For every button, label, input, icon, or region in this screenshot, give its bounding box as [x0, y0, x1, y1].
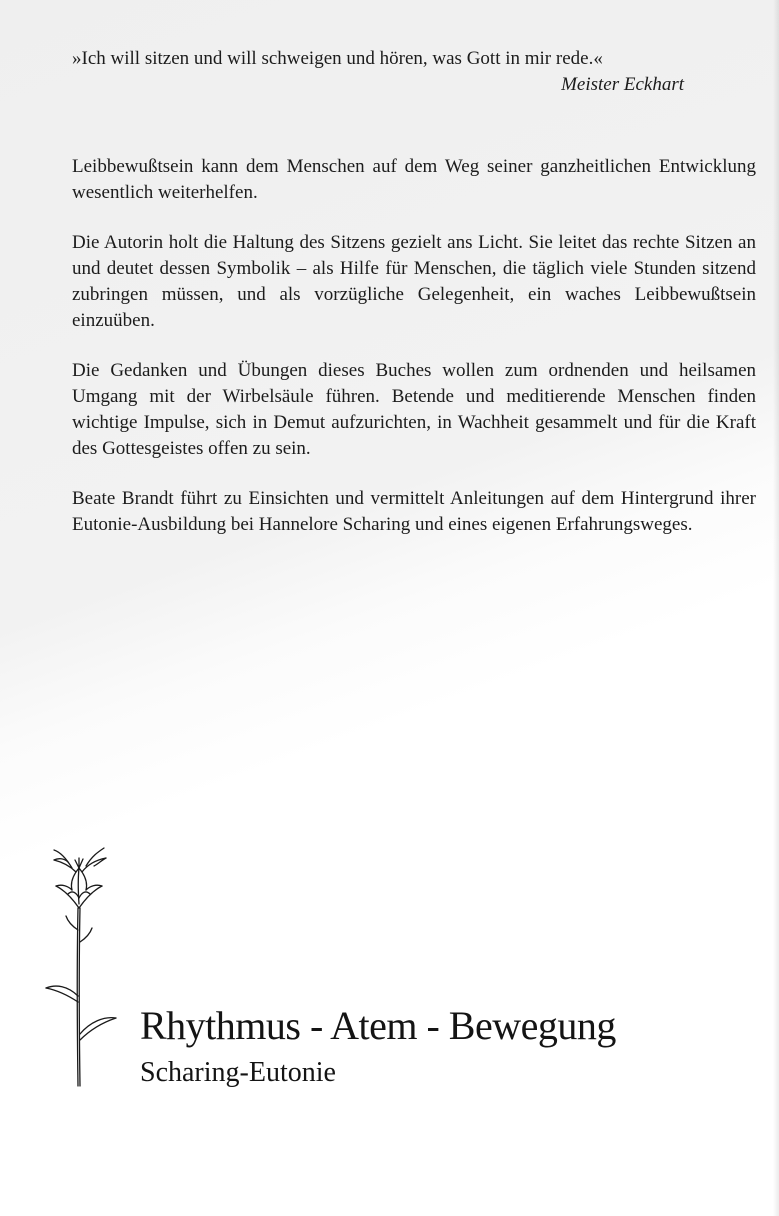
epigraph-text: »Ich will sitzen und will schweigen und hören, was Gott in mir rede.« — [72, 48, 603, 69]
blurb-paragraph: Die Gedanken und Übungen dieses Buches wollen zum ordnenden und heilsamen Umgang mit der Wirbelsäule führen. Betende und meditierende Menschen finden wichtige Impulse, sich in Demut aufzurichten, in Wachheit gesammelt und für die Kraft des Gottesgeistes offen zu sein. — [72, 360, 756, 459]
blurb — [72, 154, 756, 562]
blurb-paragraph: Die Autorin holt die Haltung des Sitzens gezielt ans Licht. Sie leitet das rechte Sitzen an und deutet dessen Symbolik – als Hilfe für Menschen, die täglich viele Stunden sitzend zubringen müssen, und als vorzügliche Gelegenheit, ein waches Leibbewußtsein einzuüben. — [72, 232, 756, 331]
epigraph-author: Meister Eckhart — [561, 74, 684, 95]
blurb-paragraph: Beate Brandt führt zu Einsichten und vermittelt Anleitungen auf dem Hintergrund ihrer Eutonie-Ausbildung bei Hannelore Scharing und eines eigenen Erfahrungsweges. — [72, 488, 756, 535]
page-edge-shadow — [773, 0, 779, 1216]
series-title: Rhythmus - Atem - Bewegung — [140, 1003, 616, 1048]
epigraph — [72, 46, 684, 98]
lily-icon — [42, 846, 122, 1090]
series-subtitle: Scharing-Eutonie — [140, 1057, 336, 1088]
blurb-paragraph: Leibbewußtsein kann dem Menschen auf dem Weg seiner ganzheitlichen Entwicklung wesentlich weiterhelfen. — [72, 156, 756, 203]
